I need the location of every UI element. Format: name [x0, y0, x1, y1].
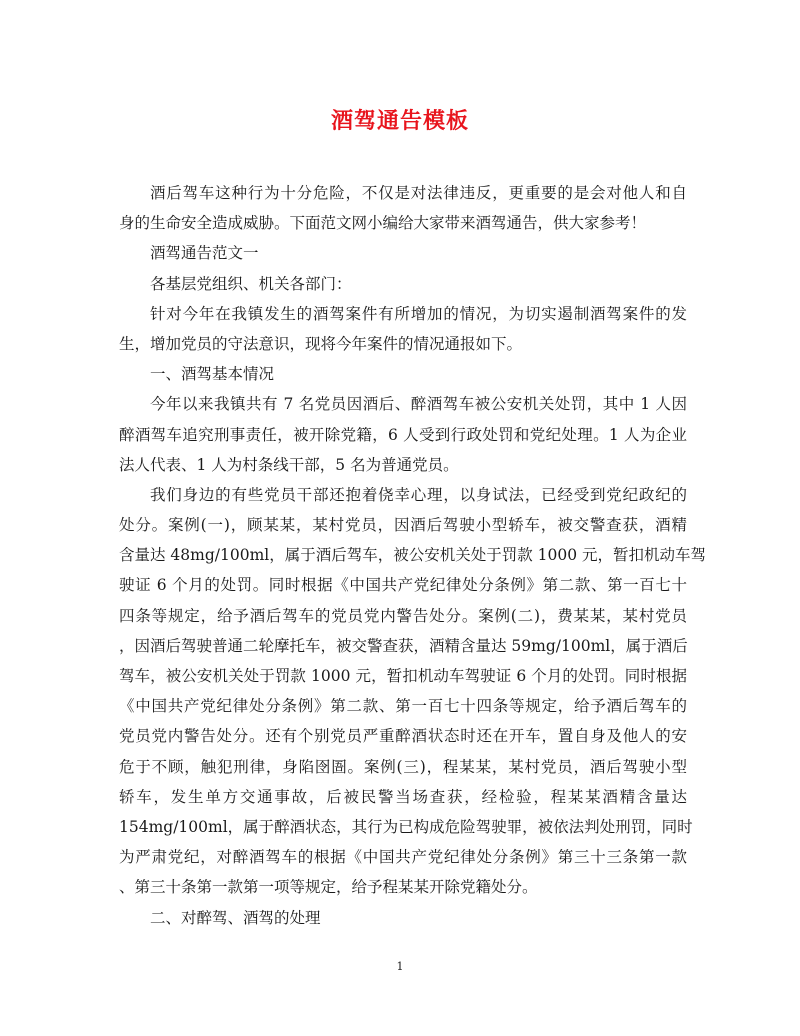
text-line: 党员党内警告处分。还有个别党员严重醉酒状态时还在开车，置自身及他人的安: [119, 727, 687, 746]
text-line: 各基层党组织、机关各部门：: [150, 274, 352, 293]
text-line: 针对今年在我镇发生的酒驾案件有所增加的情况，为切实遏制酒驾案件的发: [150, 304, 687, 323]
text-line: 驾车，被公安机关处于罚款 1000 元，暂扣机动车驾驶证 6 个月的处罚。同时根据: [119, 667, 687, 685]
text-line: 酒驾通告范文一: [150, 244, 259, 263]
text-line: 身的生命安全造成威胁。下面范文网小编给大家带来酒驾通告，供大家参考！: [119, 214, 647, 233]
text-line: 法人代表、1 人为村条线干部，5 名为普通党员。: [119, 455, 459, 474]
text-line: 生，增加党员的守法意识，现将今年案件的情况通报如下。: [119, 334, 523, 353]
text-line: 轿车，发生单方交通事故，后被民警当场查获，经检验，程某某酒精含量达: [119, 787, 687, 806]
page-number: 1: [396, 960, 404, 973]
text-line: 醉酒驾车追究刑事责任，被开除党籍，6 人受到行政处罚和党纪处理。1 人为企业: [119, 425, 687, 444]
document-body: [119, 178, 707, 933]
text-line: ，因酒后驾驶普通二轮摩托车，被交警查获，酒精含量达 59mg/100ml，属于酒后: [119, 636, 688, 655]
section-heading: 二、对醉驾、酒驾的处理: [150, 908, 321, 927]
text-line: 今年以来我镇共有 7 名党员因酒后、醉酒驾车被公安机关处罚，其中 1 人因: [150, 395, 687, 414]
text-line: 四条等规定，给予酒后驾车的党员党内警告处分。案例(二)，费某某，某村党员: [119, 606, 687, 625]
text-line: 驶证 6 个月的处罚。同时根据《中国共产党纪律处分条例》第二款、第一百七十: [119, 576, 687, 595]
text-line: 为严肃党纪，对醉酒驾车的根据《中国共产党纪律处分条例》第三十三条第一款: [119, 848, 687, 867]
section-heading: 一、酒驾基本情况: [150, 365, 275, 384]
text-line: 酒后驾车这种行为十分危险，不仅是对法律违反，更重要的是会对他人和自: [150, 184, 687, 202]
text-line: 、第三十条第一款第一项等规定，给予程某某开除党籍处分。: [119, 878, 538, 897]
text-line: 处分。案例(一)，顾某某，某村党员，因酒后驾驶小型轿车，被交警查获，酒精: [119, 516, 687, 535]
text-line: 《中国共产党纪律处分条例》第二款、第一百七十四条等规定，给予酒后驾车的: [119, 697, 687, 716]
text-line: 154mg/100ml，属于醉酒状态，其行为已构成危险驾驶罪，被依法判处刑罚，同时: [119, 817, 693, 836]
text-line: 我们身边的有些党员干部还抱着侥幸心理，以身试法，已经受到党纪政纪的: [150, 485, 687, 504]
document-title: 酒驾通告模板: [330, 108, 469, 134]
text-line: 危于不顾，触犯刑律，身陷囹圄。案例(三)，程某某，某村党员，酒后驾驶小型: [119, 757, 687, 776]
text-line: 含量达 48mg/100ml，属于酒后驾车，被公安机关处于罚款 1000 元，暂扣机动车驾: [119, 546, 707, 565]
